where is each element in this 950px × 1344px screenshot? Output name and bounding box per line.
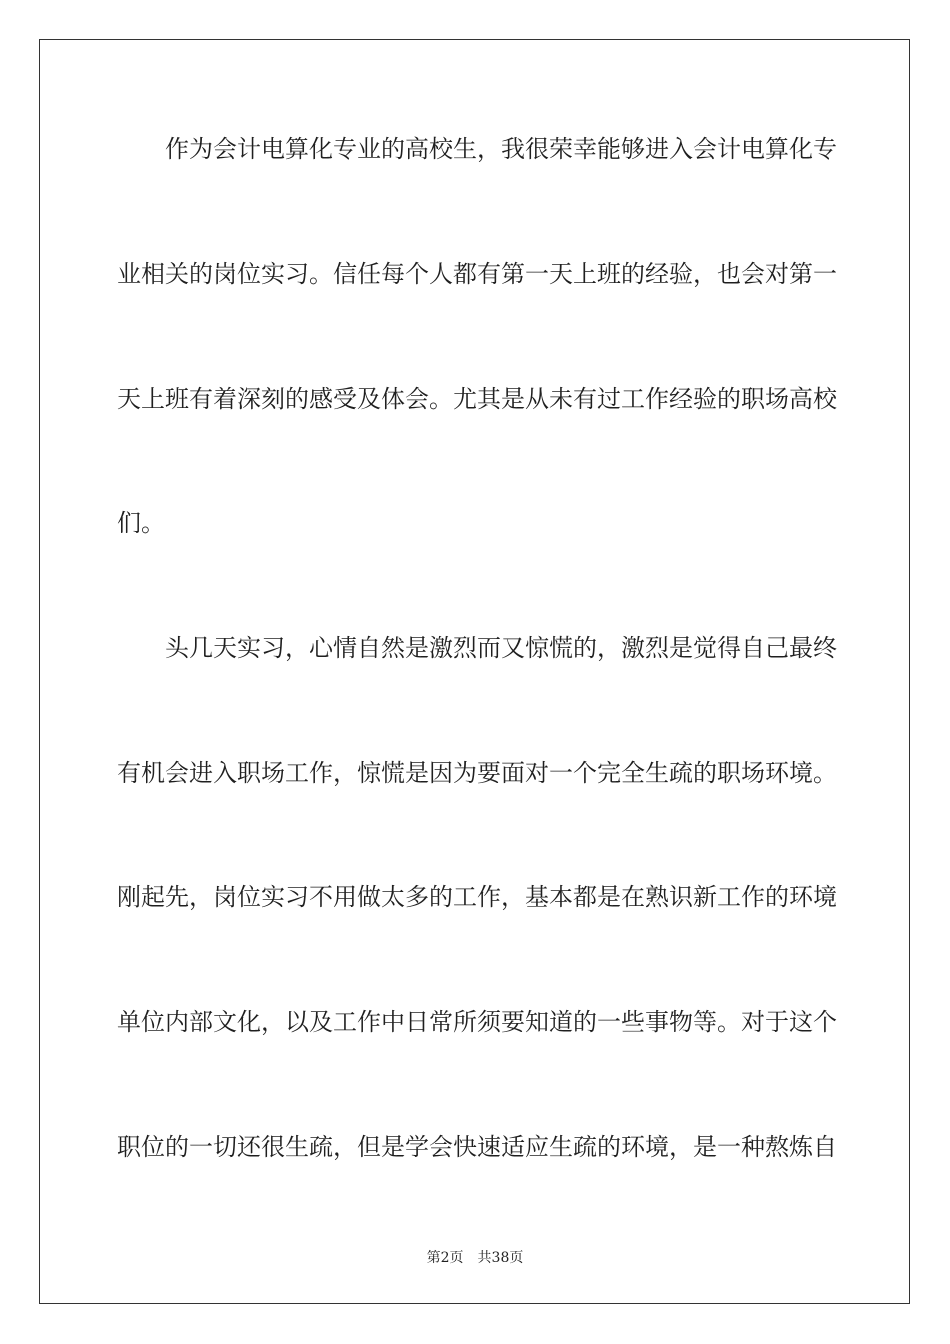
paragraph-2-line-2: 有机会进入职场工作，惊慌是因为要面对一个完全生疏的职场环境。 bbox=[117, 759, 837, 787]
paragraph-1-line-4: 们。 bbox=[117, 509, 165, 537]
paragraph-1-line-2: 业相关的岗位实习。信任每个人都有第一天上班的经验，也会对第一 bbox=[117, 260, 837, 288]
paragraph-2-line-4: 单位内部文化，以及工作中日常所须要知道的一些事物等。对于这个 bbox=[117, 1008, 837, 1036]
page-border bbox=[39, 39, 910, 1304]
paragraph-2-line-5: 职位的一切还很生疏，但是学会快速适应生疏的环境，是一种熬炼自 bbox=[117, 1133, 837, 1161]
paragraph-2-line-1: 头几天实习，心情自然是激烈而又惊慌的，激烈是觉得自己最终 bbox=[165, 634, 837, 662]
paragraph-1-line-1: 作为会计电算化专业的高校生，我很荣幸能够进入会计电算化专 bbox=[165, 135, 837, 163]
page-number: 第2页 bbox=[426, 1250, 464, 1266]
page-footer bbox=[0, 1246, 950, 1270]
paragraph-2-line-3: 刚起先，岗位实习不用做太多的工作，基本都是在熟识新工作的环境 bbox=[117, 883, 837, 911]
paragraph-1-line-3: 天上班有着深刻的感受及体会。尤其是从未有过工作经验的职场高校 bbox=[117, 385, 837, 413]
page-total: 共38页 bbox=[477, 1250, 524, 1266]
